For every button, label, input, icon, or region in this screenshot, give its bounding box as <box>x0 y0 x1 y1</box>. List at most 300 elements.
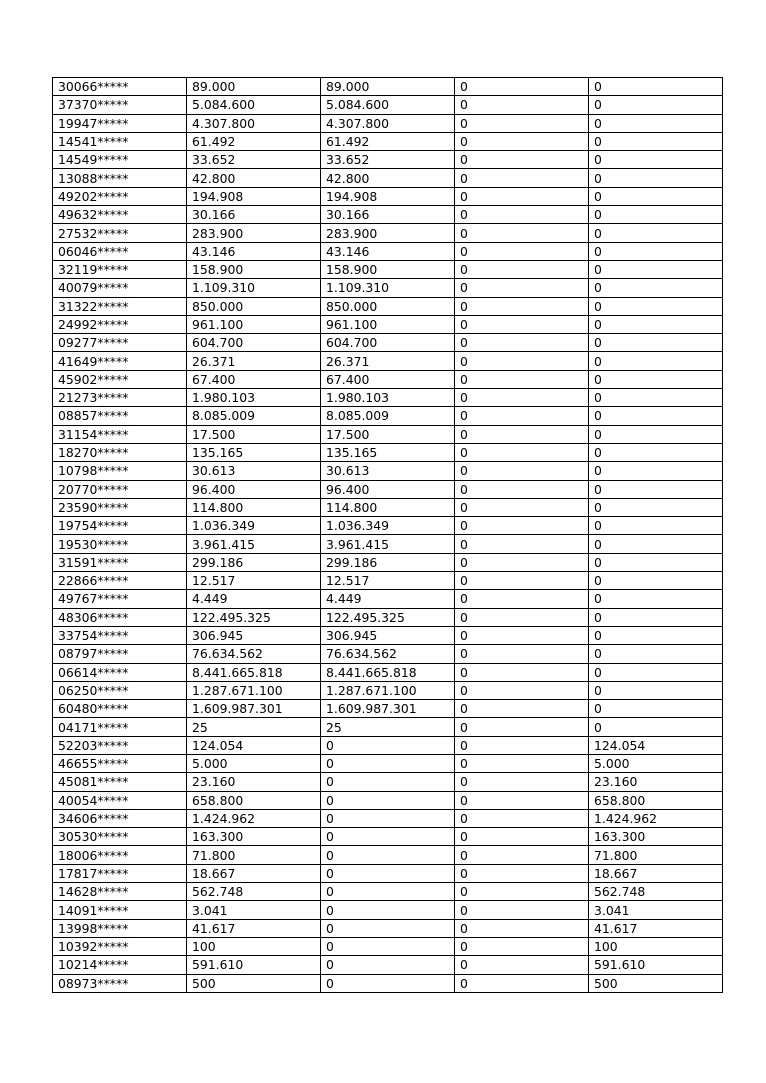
id-cell: 14549***** <box>53 151 187 169</box>
zero-cell: 0 <box>455 809 589 827</box>
table-row <box>53 883 723 901</box>
remainder-cell: 0 <box>589 535 723 553</box>
remainder-cell: 0 <box>589 681 723 699</box>
value-cell: 0 <box>321 937 455 955</box>
id-cell: 60480***** <box>53 700 187 718</box>
amount-cell: 562.748 <box>187 883 321 901</box>
id-cell: 49767***** <box>53 590 187 608</box>
remainder-cell: 0 <box>589 297 723 315</box>
table-row <box>53 828 723 846</box>
remainder-cell: 0 <box>589 151 723 169</box>
value-cell: 194.908 <box>321 187 455 205</box>
zero-cell: 0 <box>455 663 589 681</box>
zero-cell: 0 <box>455 828 589 846</box>
amount-cell: 18.667 <box>187 864 321 882</box>
amount-cell: 76.634.562 <box>187 645 321 663</box>
zero-cell: 0 <box>455 443 589 461</box>
id-cell: 24992***** <box>53 315 187 333</box>
amount-cell: 299.186 <box>187 553 321 571</box>
value-cell: 1.109.310 <box>321 279 455 297</box>
value-cell: 26.371 <box>321 352 455 370</box>
remainder-cell: 658.800 <box>589 791 723 809</box>
zero-cell: 0 <box>455 974 589 992</box>
table-row <box>53 224 723 242</box>
value-cell: 306.945 <box>321 626 455 644</box>
zero-cell: 0 <box>455 132 589 150</box>
remainder-cell: 71.800 <box>589 846 723 864</box>
amount-cell: 96.400 <box>187 480 321 498</box>
value-cell: 8.441.665.818 <box>321 663 455 681</box>
id-cell: 30066***** <box>53 78 187 96</box>
id-cell: 52203***** <box>53 736 187 754</box>
value-cell: 114.800 <box>321 498 455 516</box>
id-cell: 04171***** <box>53 718 187 736</box>
table-row <box>53 700 723 718</box>
amount-cell: 194.908 <box>187 187 321 205</box>
amount-cell: 306.945 <box>187 626 321 644</box>
value-cell: 1.036.349 <box>321 517 455 535</box>
remainder-cell: 0 <box>589 315 723 333</box>
table-row <box>53 535 723 553</box>
id-cell: 10798***** <box>53 462 187 480</box>
value-cell: 850.000 <box>321 297 455 315</box>
amount-cell: 591.610 <box>187 956 321 974</box>
value-cell: 122.495.325 <box>321 608 455 626</box>
table-row <box>53 297 723 315</box>
zero-cell: 0 <box>455 846 589 864</box>
amount-cell: 42.800 <box>187 169 321 187</box>
id-cell: 27532***** <box>53 224 187 242</box>
zero-cell: 0 <box>455 480 589 498</box>
remainder-cell: 0 <box>589 645 723 663</box>
zero-cell: 0 <box>455 279 589 297</box>
id-cell: 20770***** <box>53 480 187 498</box>
remainder-cell: 0 <box>589 443 723 461</box>
zero-cell: 0 <box>455 151 589 169</box>
remainder-cell: 18.667 <box>589 864 723 882</box>
zero-cell: 0 <box>455 206 589 224</box>
table-row <box>53 206 723 224</box>
value-cell: 3.961.415 <box>321 535 455 553</box>
amount-cell: 61.492 <box>187 132 321 150</box>
value-cell: 0 <box>321 956 455 974</box>
zero-cell: 0 <box>455 736 589 754</box>
table-row <box>53 517 723 535</box>
value-cell: 0 <box>321 919 455 937</box>
remainder-cell: 124.054 <box>589 736 723 754</box>
data-table <box>52 77 723 993</box>
table-row <box>53 773 723 791</box>
amount-cell: 71.800 <box>187 846 321 864</box>
amount-cell: 124.054 <box>187 736 321 754</box>
amount-cell: 1.287.671.100 <box>187 681 321 699</box>
remainder-cell: 0 <box>589 480 723 498</box>
value-cell: 0 <box>321 791 455 809</box>
table-row <box>53 736 723 754</box>
amount-cell: 1.980.103 <box>187 389 321 407</box>
amount-cell: 658.800 <box>187 791 321 809</box>
id-cell: 18270***** <box>53 443 187 461</box>
remainder-cell: 5.000 <box>589 754 723 772</box>
zero-cell: 0 <box>455 187 589 205</box>
zero-cell: 0 <box>455 883 589 901</box>
table-row <box>53 114 723 132</box>
amount-cell: 67.400 <box>187 370 321 388</box>
value-cell: 43.146 <box>321 242 455 260</box>
table-row <box>53 187 723 205</box>
table-row <box>53 78 723 96</box>
zero-cell: 0 <box>455 334 589 352</box>
value-cell: 961.100 <box>321 315 455 333</box>
table-row <box>53 370 723 388</box>
remainder-cell: 0 <box>589 425 723 443</box>
zero-cell: 0 <box>455 681 589 699</box>
id-cell: 37370***** <box>53 96 187 114</box>
table-row <box>53 590 723 608</box>
zero-cell: 0 <box>455 315 589 333</box>
table-row <box>53 901 723 919</box>
table-row <box>53 151 723 169</box>
table-row <box>53 645 723 663</box>
table-row <box>53 352 723 370</box>
id-cell: 34606***** <box>53 809 187 827</box>
value-cell: 30.613 <box>321 462 455 480</box>
zero-cell: 0 <box>455 260 589 278</box>
remainder-cell: 0 <box>589 114 723 132</box>
id-cell: 31322***** <box>53 297 187 315</box>
id-cell: 08857***** <box>53 407 187 425</box>
remainder-cell: 1.424.962 <box>589 809 723 827</box>
value-cell: 17.500 <box>321 425 455 443</box>
value-cell: 299.186 <box>321 553 455 571</box>
remainder-cell: 591.610 <box>589 956 723 974</box>
table-row <box>53 681 723 699</box>
id-cell: 14091***** <box>53 901 187 919</box>
table-row <box>53 553 723 571</box>
amount-cell: 30.613 <box>187 462 321 480</box>
value-cell: 0 <box>321 864 455 882</box>
id-cell: 14541***** <box>53 132 187 150</box>
table-row <box>53 864 723 882</box>
value-cell: 283.900 <box>321 224 455 242</box>
remainder-cell: 0 <box>589 169 723 187</box>
amount-cell: 89.000 <box>187 78 321 96</box>
value-cell: 0 <box>321 846 455 864</box>
id-cell: 19947***** <box>53 114 187 132</box>
amount-cell: 850.000 <box>187 297 321 315</box>
amount-cell: 283.900 <box>187 224 321 242</box>
table-row <box>53 608 723 626</box>
amount-cell: 30.166 <box>187 206 321 224</box>
value-cell: 33.652 <box>321 151 455 169</box>
id-cell: 31154***** <box>53 425 187 443</box>
remainder-cell: 0 <box>589 389 723 407</box>
id-cell: 31591***** <box>53 553 187 571</box>
table-row <box>53 919 723 937</box>
zero-cell: 0 <box>455 389 589 407</box>
remainder-cell: 0 <box>589 572 723 590</box>
zero-cell: 0 <box>455 608 589 626</box>
remainder-cell: 500 <box>589 974 723 992</box>
remainder-cell: 0 <box>589 206 723 224</box>
id-cell: 19754***** <box>53 517 187 535</box>
zero-cell: 0 <box>455 956 589 974</box>
remainder-cell: 0 <box>589 700 723 718</box>
table-row <box>53 407 723 425</box>
zero-cell: 0 <box>455 242 589 260</box>
amount-cell: 1.036.349 <box>187 517 321 535</box>
amount-cell: 23.160 <box>187 773 321 791</box>
value-cell: 4.307.800 <box>321 114 455 132</box>
id-cell: 22866***** <box>53 572 187 590</box>
remainder-cell: 562.748 <box>589 883 723 901</box>
value-cell: 0 <box>321 809 455 827</box>
remainder-cell: 0 <box>589 553 723 571</box>
amount-cell: 114.800 <box>187 498 321 516</box>
zero-cell: 0 <box>455 553 589 571</box>
table-row <box>53 626 723 644</box>
remainder-cell: 0 <box>589 78 723 96</box>
value-cell: 158.900 <box>321 260 455 278</box>
remainder-cell: 0 <box>589 242 723 260</box>
remainder-cell: 0 <box>589 370 723 388</box>
amount-cell: 100 <box>187 937 321 955</box>
value-cell: 0 <box>321 773 455 791</box>
zero-cell: 0 <box>455 407 589 425</box>
zero-cell: 0 <box>455 626 589 644</box>
id-cell: 49632***** <box>53 206 187 224</box>
remainder-cell: 100 <box>589 937 723 955</box>
zero-cell: 0 <box>455 572 589 590</box>
table-row <box>53 846 723 864</box>
amount-cell: 961.100 <box>187 315 321 333</box>
amount-cell: 1.609.987.301 <box>187 700 321 718</box>
amount-cell: 4.449 <box>187 590 321 608</box>
table-row <box>53 425 723 443</box>
table-row <box>53 242 723 260</box>
id-cell: 06046***** <box>53 242 187 260</box>
zero-cell: 0 <box>455 901 589 919</box>
table-row <box>53 791 723 809</box>
table-row <box>53 718 723 736</box>
id-cell: 48306***** <box>53 608 187 626</box>
remainder-cell: 0 <box>589 352 723 370</box>
value-cell: 0 <box>321 828 455 846</box>
id-cell: 45081***** <box>53 773 187 791</box>
zero-cell: 0 <box>455 754 589 772</box>
remainder-cell: 41.617 <box>589 919 723 937</box>
remainder-cell: 0 <box>589 608 723 626</box>
table-row <box>53 956 723 974</box>
value-cell: 5.084.600 <box>321 96 455 114</box>
id-cell: 14628***** <box>53 883 187 901</box>
zero-cell: 0 <box>455 224 589 242</box>
zero-cell: 0 <box>455 462 589 480</box>
zero-cell: 0 <box>455 700 589 718</box>
amount-cell: 135.165 <box>187 443 321 461</box>
id-cell: 08973***** <box>53 974 187 992</box>
table-body <box>53 78 723 993</box>
id-cell: 49202***** <box>53 187 187 205</box>
id-cell: 40054***** <box>53 791 187 809</box>
table-row <box>53 498 723 516</box>
amount-cell: 604.700 <box>187 334 321 352</box>
amount-cell: 43.146 <box>187 242 321 260</box>
table-row <box>53 663 723 681</box>
remainder-cell: 0 <box>589 96 723 114</box>
id-cell: 13088***** <box>53 169 187 187</box>
amount-cell: 163.300 <box>187 828 321 846</box>
id-cell: 33754***** <box>53 626 187 644</box>
zero-cell: 0 <box>455 498 589 516</box>
remainder-cell: 0 <box>589 517 723 535</box>
table-row <box>53 572 723 590</box>
id-cell: 19530***** <box>53 535 187 553</box>
id-cell: 45902***** <box>53 370 187 388</box>
value-cell: 25 <box>321 718 455 736</box>
id-cell: 10392***** <box>53 937 187 955</box>
table-row <box>53 937 723 955</box>
zero-cell: 0 <box>455 114 589 132</box>
id-cell: 30530***** <box>53 828 187 846</box>
zero-cell: 0 <box>455 352 589 370</box>
id-cell: 08797***** <box>53 645 187 663</box>
id-cell: 06250***** <box>53 681 187 699</box>
table-row <box>53 96 723 114</box>
value-cell: 89.000 <box>321 78 455 96</box>
zero-cell: 0 <box>455 937 589 955</box>
amount-cell: 5.000 <box>187 754 321 772</box>
amount-cell: 5.084.600 <box>187 96 321 114</box>
amount-cell: 41.617 <box>187 919 321 937</box>
remainder-cell: 0 <box>589 407 723 425</box>
table-row <box>53 279 723 297</box>
zero-cell: 0 <box>455 297 589 315</box>
value-cell: 30.166 <box>321 206 455 224</box>
table-row <box>53 443 723 461</box>
remainder-cell: 0 <box>589 498 723 516</box>
value-cell: 61.492 <box>321 132 455 150</box>
value-cell: 8.085.009 <box>321 407 455 425</box>
id-cell: 10214***** <box>53 956 187 974</box>
amount-cell: 1.109.310 <box>187 279 321 297</box>
value-cell: 0 <box>321 754 455 772</box>
amount-cell: 158.900 <box>187 260 321 278</box>
id-cell: 09277***** <box>53 334 187 352</box>
value-cell: 1.980.103 <box>321 389 455 407</box>
zero-cell: 0 <box>455 645 589 663</box>
remainder-cell: 0 <box>589 590 723 608</box>
remainder-cell: 0 <box>589 279 723 297</box>
amount-cell: 33.652 <box>187 151 321 169</box>
value-cell: 0 <box>321 736 455 754</box>
zero-cell: 0 <box>455 773 589 791</box>
remainder-cell: 0 <box>589 260 723 278</box>
amount-cell: 8.085.009 <box>187 407 321 425</box>
remainder-cell: 0 <box>589 718 723 736</box>
remainder-cell: 0 <box>589 224 723 242</box>
id-cell: 21273***** <box>53 389 187 407</box>
table-row <box>53 315 723 333</box>
id-cell: 41649***** <box>53 352 187 370</box>
table-row <box>53 462 723 480</box>
zero-cell: 0 <box>455 590 589 608</box>
value-cell: 76.634.562 <box>321 645 455 663</box>
remainder-cell: 0 <box>589 663 723 681</box>
value-cell: 0 <box>321 974 455 992</box>
id-cell: 18006***** <box>53 846 187 864</box>
id-cell: 32119***** <box>53 260 187 278</box>
zero-cell: 0 <box>455 78 589 96</box>
id-cell: 46655***** <box>53 754 187 772</box>
value-cell: 42.800 <box>321 169 455 187</box>
table-row <box>53 754 723 772</box>
remainder-cell: 23.160 <box>589 773 723 791</box>
amount-cell: 25 <box>187 718 321 736</box>
value-cell: 135.165 <box>321 443 455 461</box>
id-cell: 17817***** <box>53 864 187 882</box>
amount-cell: 3.041 <box>187 901 321 919</box>
amount-cell: 122.495.325 <box>187 608 321 626</box>
amount-cell: 4.307.800 <box>187 114 321 132</box>
value-cell: 1.287.671.100 <box>321 681 455 699</box>
remainder-cell: 0 <box>589 462 723 480</box>
table-row <box>53 480 723 498</box>
table-row <box>53 334 723 352</box>
value-cell: 67.400 <box>321 370 455 388</box>
amount-cell: 12.517 <box>187 572 321 590</box>
amount-cell: 1.424.962 <box>187 809 321 827</box>
zero-cell: 0 <box>455 96 589 114</box>
zero-cell: 0 <box>455 535 589 553</box>
table-row <box>53 974 723 992</box>
value-cell: 4.449 <box>321 590 455 608</box>
table-row <box>53 132 723 150</box>
id-cell: 40079***** <box>53 279 187 297</box>
amount-cell: 17.500 <box>187 425 321 443</box>
remainder-cell: 0 <box>589 187 723 205</box>
remainder-cell: 3.041 <box>589 901 723 919</box>
remainder-cell: 163.300 <box>589 828 723 846</box>
table-row <box>53 809 723 827</box>
table-row <box>53 260 723 278</box>
amount-cell: 26.371 <box>187 352 321 370</box>
zero-cell: 0 <box>455 425 589 443</box>
value-cell: 12.517 <box>321 572 455 590</box>
amount-cell: 3.961.415 <box>187 535 321 553</box>
id-cell: 23590***** <box>53 498 187 516</box>
zero-cell: 0 <box>455 169 589 187</box>
id-cell: 06614***** <box>53 663 187 681</box>
value-cell: 96.400 <box>321 480 455 498</box>
zero-cell: 0 <box>455 919 589 937</box>
amount-cell: 8.441.665.818 <box>187 663 321 681</box>
value-cell: 0 <box>321 883 455 901</box>
zero-cell: 0 <box>455 791 589 809</box>
value-cell: 0 <box>321 901 455 919</box>
value-cell: 1.609.987.301 <box>321 700 455 718</box>
id-cell: 13998***** <box>53 919 187 937</box>
remainder-cell: 0 <box>589 334 723 352</box>
zero-cell: 0 <box>455 718 589 736</box>
zero-cell: 0 <box>455 370 589 388</box>
table-row <box>53 169 723 187</box>
table-row <box>53 389 723 407</box>
remainder-cell: 0 <box>589 626 723 644</box>
zero-cell: 0 <box>455 517 589 535</box>
remainder-cell: 0 <box>589 132 723 150</box>
amount-cell: 500 <box>187 974 321 992</box>
